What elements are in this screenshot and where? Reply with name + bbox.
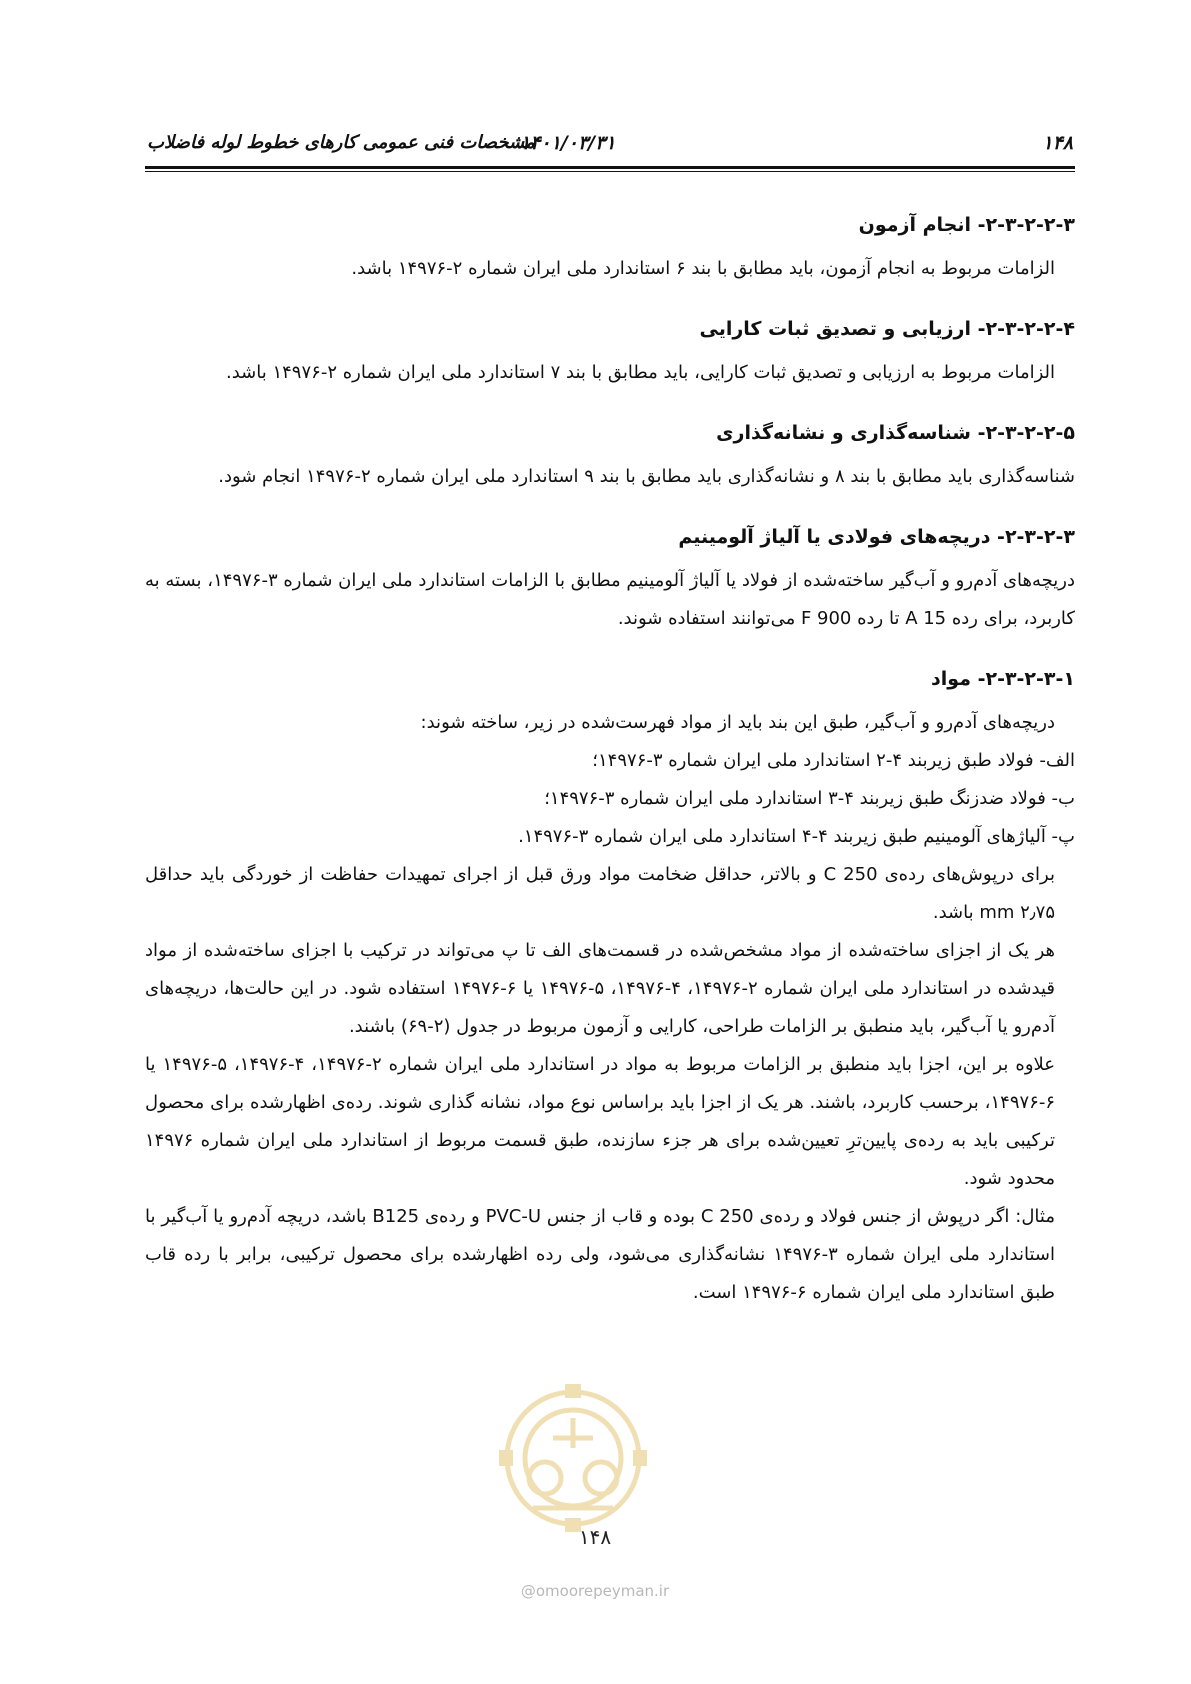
section-heading: ۲-۳-۲-۲-۵- شناسه‌گذاری و نشانه‌گذاری [716, 422, 1075, 444]
section-paragraph: الزامات مربوط به ارزیابی و تصدیق ثبات کارایی، باید مطابق با بند ۷ استاندارد ملی ایران شماره ۲-۱۴۹۷۶ باشد. [226, 362, 1055, 383]
header-rule-thick [145, 166, 1075, 169]
list-item: الف- فولاد طبق زیربند ۴-۲ استاندارد ملی ایران شماره ۳-۱۴۹۷۶؛ [592, 750, 1075, 771]
section-heading: ۲-۳-۲-۲-۳- انجام آزمون [858, 214, 1075, 236]
footer-website: @omoorepeyman.ir [520, 1582, 670, 1600]
materials-intro: دریچه‌های آدم‌رو و آب‌گیر، طبق این بند باید از مواد فهرست‌شده در زیر، ساخته شوند: [420, 712, 1055, 733]
list-item: پ- آلیاژهای آلومینیم طبق زیربند ۴-۴ استاندارد ملی ایران شماره ۳-۱۴۹۷۶. [518, 826, 1075, 847]
header-page-number: ۱۴۸ [1042, 132, 1073, 154]
materials-paragraph: هر یک از اجزای ساخته‌شده از مواد مشخص‌شده در قسمت‌های الف تا پ می‌تواند در ترکیب با اجزای ساخته‌شده از مواد قیدشده در استاندارد ملی ایران شماره ۲-۱۴۹۷۶، ۴-۱۴۹۷۶، ۵-۱۴۹۷۶ یا ۶-۱۴۹۷۶ استفاده شود. در این حالت‌ها، دریچه‌های آدم‌رو یا آب‌گیر، باید منطبق بر الزامات طراحی، کارایی و آزمون مربوط در جدول (۲-۶۹) باشند. [145, 940, 1056, 1037]
materials-paragraph: علاوه بر این، اجزا باید منطبق بر الزامات مربوط به مواد در استاندارد ملی ایران شماره ۲-۱۴۹۷۶، ۴-۱۴۹۷۶، ۵-۱۴۹۷۶ یا ۶-۱۴۹۷۶، برحسب کاربرد، باشند. هر یک از اجزا باید براساس نوع مواد، نشانه گذاری شوند. رده‌ی اظهارشده برای محصول ترکیبی باید به رده‌ی پایین‌ترِ تعیین‌شده برای هر جزء سازنده، طبق قسمت مربوط از استاندارد ملی ایران شماره ۱۴۹۷۶ محدود شود. [145, 1054, 1056, 1189]
materials-paragraph: مثال: اگر درپوش از جنس فولاد و رده‌ی C 250 بوده و قاب از جنس PVC-U و رده‌ی B125 باشد، دریچه آدم‌رو یا آب‌گیر با استاندارد ملی ایران شماره ۳-۱۴۹۷۶ نشانه‌گذاری می‌شود، ولی رده اظهارشده برای محصول ترکیبی، برابر با رده قاب طبق استاندارد ملی ایران شماره ۶-۱۴۹۷۶ است. [145, 1206, 1055, 1303]
footer-page-number: ۱۴۸ [578, 1525, 612, 1549]
materials-list [145, 742, 1075, 856]
section-paragraph: شناسه‌گذاری باید مطابق با بند ۸ و نشانه‌گذاری باید مطابق با بند ۹ استاندارد ملی ایران شماره ۲-۱۴۹۷۶ انجام شود. [218, 466, 1075, 487]
section-paragraph: دریچه‌های آدم‌رو و آب‌گیر ساخته‌شده از فولاد یا آلیاژ آلومینیم مطابق با الزامات استاندارد ملی ایران شماره ۳-۱۴۹۷۶، بسته به کاربرد، برای رده A 15 تا رده F 900 می‌توانند استفاده شوند. [145, 570, 1076, 629]
header-date: ۱۴۰۱/۰۳/۳۱ [520, 132, 616, 154]
header-title: مشخصات فنی عمومی کارهای خطوط لوله فاضلاب [147, 132, 535, 153]
header-rule-thin [145, 171, 1075, 172]
seal-watermark-icon [493, 1378, 653, 1538]
list-item: ب- فولاد ضدزنگ طبق زیربند ۴-۳ استاندارد ملی ایران شماره ۳-۱۴۹۷۶؛ [544, 788, 1075, 809]
page-header [145, 128, 1075, 166]
page-content [145, 210, 1075, 1312]
materials-heading: ۲-۳-۲-۳-۱- مواد [931, 668, 1075, 690]
section-paragraph: الزامات مربوط به انجام آزمون، باید مطابق با بند ۶ استاندارد ملی ایران شماره ۲-۱۴۹۷۶ باشد. [351, 258, 1055, 279]
section-heading: ۲-۳-۲-۳- دریچه‌های فولادی یا آلیاژ آلومینیم [678, 526, 1075, 548]
section-heading: ۲-۳-۲-۲-۴- ارزیابی و تصدیق ثبات کارایی [699, 318, 1075, 340]
materials-paragraph: برای درپوش‌های رده‌ی C 250 و بالاتر، حداقل ضخامت مواد ورق قبل از اجرای تمهیدات حفاظت از خوردگی باید حداقل ۲٫۷۵ mm باشد. [145, 864, 1055, 923]
